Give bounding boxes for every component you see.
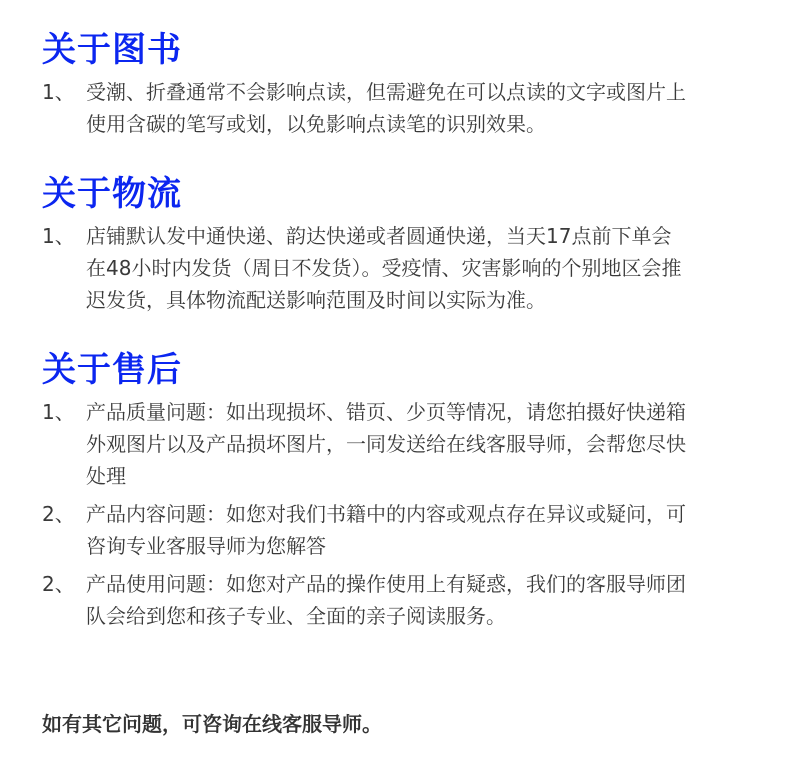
- list-item: [42, 498, 750, 562]
- item-text: 产品内容问题：如您对我们书籍中的内容或观点存在异议或疑问，可咨询专业客服导师为您解答: [86, 502, 686, 558]
- section-title: 关于售后: [42, 350, 182, 390]
- item-number: 1、: [42, 400, 75, 424]
- section-about-books: [42, 28, 750, 146]
- item-text: 产品质量问题：如出现损坏、错页、少页等情况，请您拍摄好快递箱外观图片以及产品损坏图片，一同发送给在线客服导师，会帮您尽快处理: [86, 400, 686, 488]
- item-text: 产品使用问题：如您对产品的操作使用上有疑惑，我们的客服导师团队会给到您和孩子专业、全面的亲子阅读服务。: [86, 572, 686, 628]
- item-list: [42, 396, 750, 632]
- list-item: [42, 76, 750, 140]
- item-number: 2、: [42, 502, 75, 526]
- section-title: 关于物流: [42, 174, 182, 214]
- item-list: [42, 220, 750, 316]
- list-item: [42, 220, 750, 316]
- item-number: 1、: [42, 224, 75, 248]
- section-about-after-sales: [42, 348, 750, 638]
- footer-note: 如有其它问题，可咨询在线客服导师。: [42, 712, 382, 736]
- item-list: [42, 76, 750, 140]
- list-item: [42, 396, 750, 492]
- section-title: 关于图书: [42, 30, 182, 70]
- section-about-logistics: [42, 172, 750, 322]
- item-number: 1、: [42, 80, 75, 104]
- item-number: 2、: [42, 572, 75, 596]
- list-item: [42, 568, 750, 632]
- item-text: 受潮、折叠通常不会影响点读，但需避免在可以点读的文字或图片上使用含碳的笔写或划，以免影响点读笔的识别效果。: [86, 80, 686, 136]
- item-text: 店铺默认发中通快递、韵达快递或者圆通快递，当天17点前下单会在48小时内发货（周日不发货）。受疫情、灾害影响的个别地区会推迟发货，具体物流配送影响范围及时间以实际为准。: [86, 224, 682, 312]
